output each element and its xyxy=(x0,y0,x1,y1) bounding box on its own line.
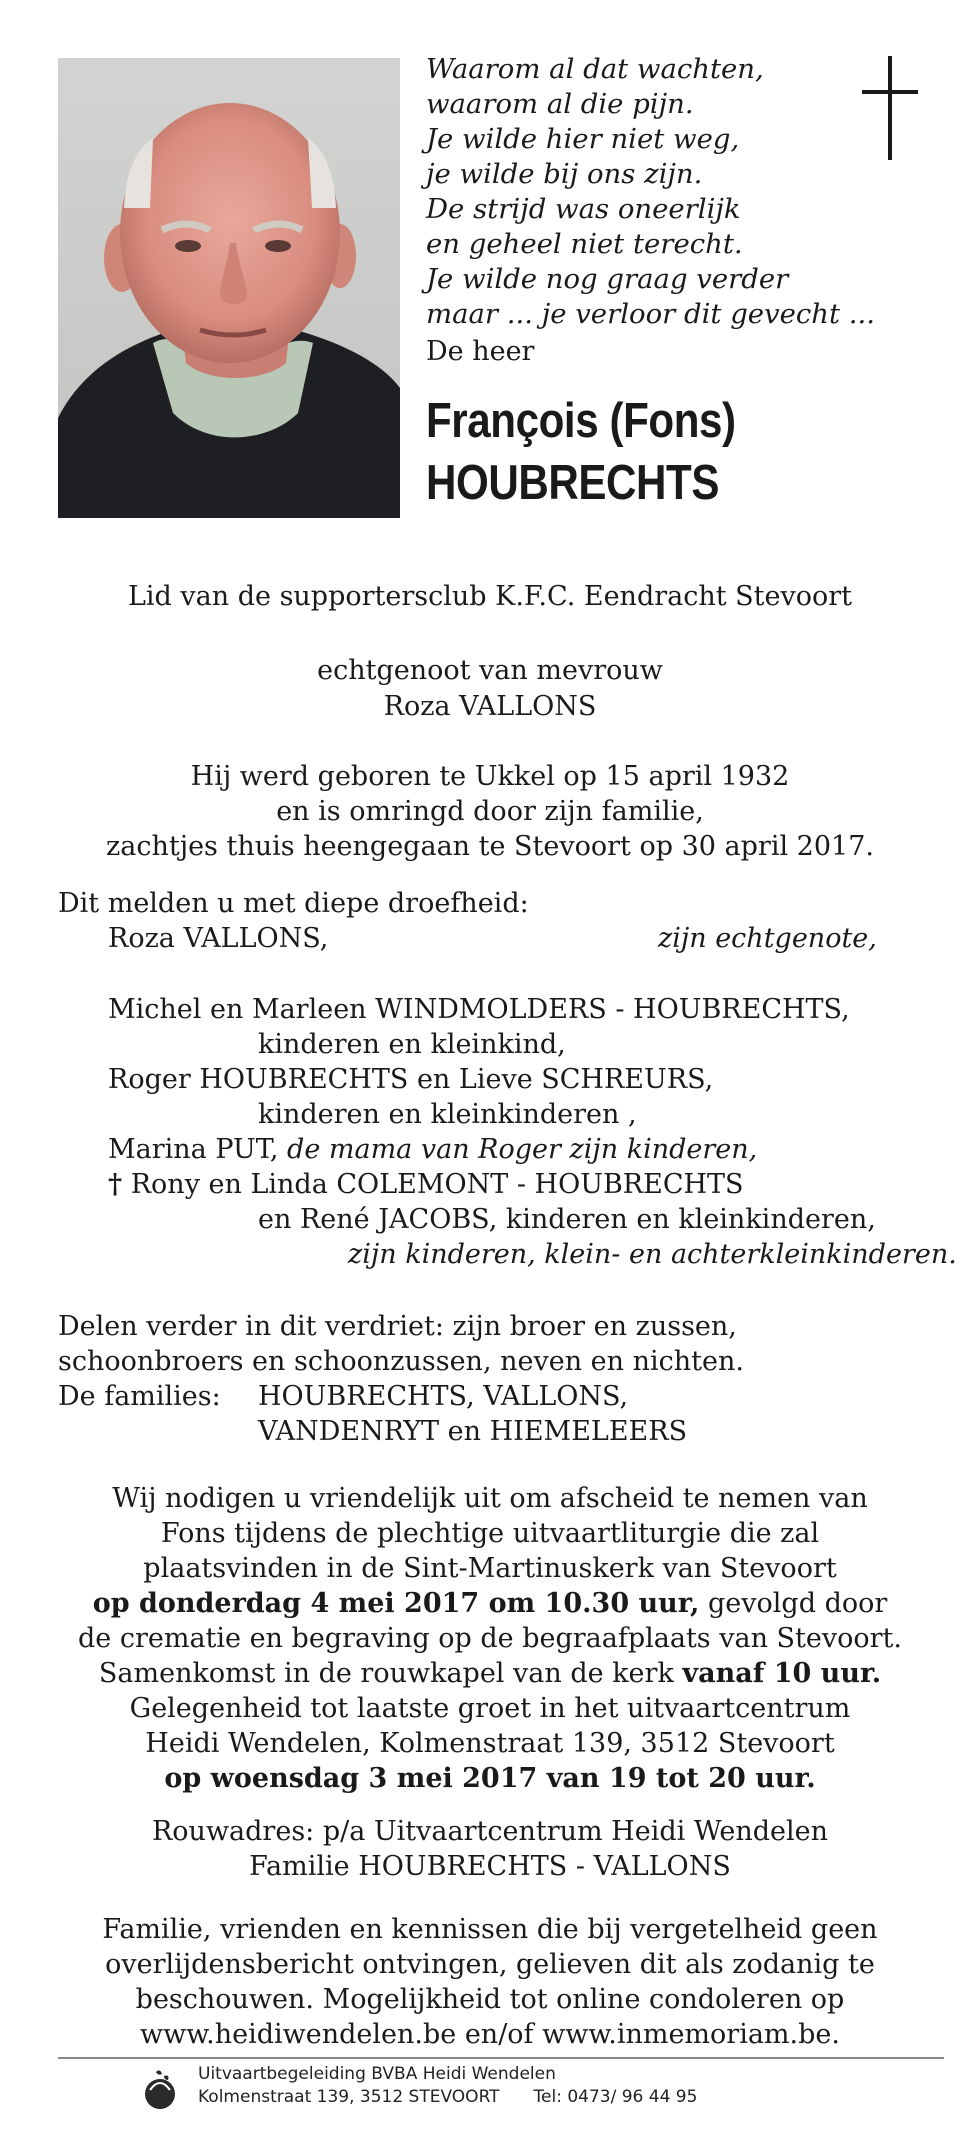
announce-intro: Dit melden u met diepe droefheid: xyxy=(58,888,529,919)
share-line: schoonbroers en schoonzussen, neven en nichten. xyxy=(58,1346,744,1377)
marina-name: Marina PUT, xyxy=(108,1134,279,1165)
notice-line: Familie, vrienden en kennissen die bij vergetelheid geen xyxy=(102,1914,878,1945)
family-line: en is omringd door zijn familie, xyxy=(276,796,704,827)
announce-closing: zijn kinderen, klein- en achterkleinkinderen. xyxy=(348,1239,957,1270)
mourning-family: Familie HOUBRECHTS - VALLONS xyxy=(249,1851,731,1882)
last-name: HOUBRECHTS xyxy=(426,456,720,510)
poem-line: Je wilde nog graag verder xyxy=(426,263,789,295)
footer-address: Kolmenstraat 139, 3512 STEVOORT xyxy=(198,2087,500,2107)
club-membership: Lid van de supportersclub K.F.C. Eendracht Stevoort xyxy=(127,581,853,612)
poem-line: Waarom al dat wachten, xyxy=(426,53,764,85)
invite-line: plaatsvinden in de Sint-Martinuskerk van Stevoort xyxy=(143,1553,837,1584)
announce-spouse-role: zijn echtgenote, xyxy=(658,923,877,954)
notice-line: overlijdensbericht ontvingen, gelieven dit als zodanig te xyxy=(105,1949,875,1980)
invite-line xyxy=(0,1657,980,1691)
footer-info xyxy=(198,2063,697,2109)
invite-line: Gelegenheid tot laatste groet in het uitvaartcentrum xyxy=(129,1693,851,1724)
footer-phone: Tel: 0473/ 96 44 95 xyxy=(533,2087,698,2107)
poem-line: maar ... je verloor dit gevecht ... xyxy=(426,298,876,330)
footer-contact xyxy=(198,2086,697,2109)
portrait-photo xyxy=(58,58,400,518)
spouse-intro: echtgenoot van mevrouw xyxy=(317,655,663,686)
announce-line: kinderen en kleinkind, xyxy=(258,1029,566,1060)
poem-line: waarom al die pijn. xyxy=(426,88,694,120)
poem-line: je wilde bij ons zijn. xyxy=(426,158,703,190)
salutation: De heer xyxy=(426,336,535,367)
share-line: Delen verder in dit verdriet: zijn broer en zussen, xyxy=(58,1311,737,1342)
rony-line: Rony en Linda COLEMONT - HOUBRECHTS xyxy=(130,1169,744,1200)
footer-company: Uitvaartbegeleiding BVBA Heidi Wendelen xyxy=(198,2064,556,2084)
announce-line: Michel en Marleen WINDMOLDERS - HOUBRECHTS, xyxy=(108,994,850,1025)
visitation-date: op woensdag 3 mei 2017 van 19 tot 20 uur. xyxy=(164,1763,816,1794)
announce-line: kinderen en kleinkinderen , xyxy=(258,1099,637,1130)
spouse-name: Roza VALLONS xyxy=(383,691,597,722)
poem xyxy=(426,52,876,332)
invite-line: Heidi Wendelen, Kolmenstraat 139, 3512 Stevoort xyxy=(145,1728,835,1759)
cross-icon xyxy=(862,56,918,160)
mourning-address: Rouwadres: p/a Uitvaartcentrum Heidi Wendelen xyxy=(151,1816,829,1847)
announce-marina xyxy=(108,1133,757,1167)
poem-line: en geheel niet terecht. xyxy=(426,228,743,260)
invite-text: gevolgd door xyxy=(699,1588,888,1619)
deceased-cross-mark: † xyxy=(108,1169,123,1200)
gathering-time: vanaf 10 uur. xyxy=(682,1658,882,1689)
invite-line: Fons tijdens de plechtige uitvaartliturgie die zal xyxy=(160,1518,820,1549)
announce-spouse-name: Roza VALLONS, xyxy=(108,923,329,954)
invite-line: de crematie en begraving op de begraafplaats van Stevoort. xyxy=(77,1623,902,1654)
first-name: François (Fons) xyxy=(426,394,736,448)
marina-role: de mama van Roger zijn kinderen, xyxy=(287,1134,758,1165)
families-label: De families: xyxy=(58,1381,221,1412)
poem-line: Je wilde hier niet weg, xyxy=(426,123,740,155)
invite-line: Wij nodigen u vriendelijk uit om afscheid te nemen van xyxy=(112,1483,868,1514)
announce-line: Roger HOUBRECHTS en Lieve SCHREURS, xyxy=(108,1064,714,1095)
announce-rene: en René JACOBS, kinderen en kleinkinderen, xyxy=(258,1204,876,1235)
notice-line: beschouwen. Mogelijkheid tot online condoleren op xyxy=(135,1984,845,2015)
families-list: VANDENRYT en HIEMELEERS xyxy=(258,1416,688,1447)
birth-line: Hij werd geboren te Ukkel op 15 april 1932 xyxy=(190,761,790,792)
invite-text: Samenkomst in de rouwkapel van de kerk xyxy=(98,1658,683,1689)
deceased-name xyxy=(426,390,736,514)
families-list: HOUBRECHTS, VALLONS, xyxy=(258,1381,629,1412)
footer-divider xyxy=(58,2057,944,2059)
funeral-home-logo-icon xyxy=(138,2068,182,2112)
notice-line: www.heidiwendelen.be en/of www.inmemoriam.be. xyxy=(140,2019,840,2050)
announce-rony xyxy=(108,1168,744,1202)
death-line: zachtjes thuis heengegaan te Stevoort op 30 april 2017. xyxy=(106,831,874,862)
funeral-date: op donderdag 4 mei 2017 om 10.30 uur, xyxy=(92,1588,700,1619)
poem-line: De strijd was oneerlijk xyxy=(426,193,741,225)
invite-line xyxy=(0,1587,980,1621)
